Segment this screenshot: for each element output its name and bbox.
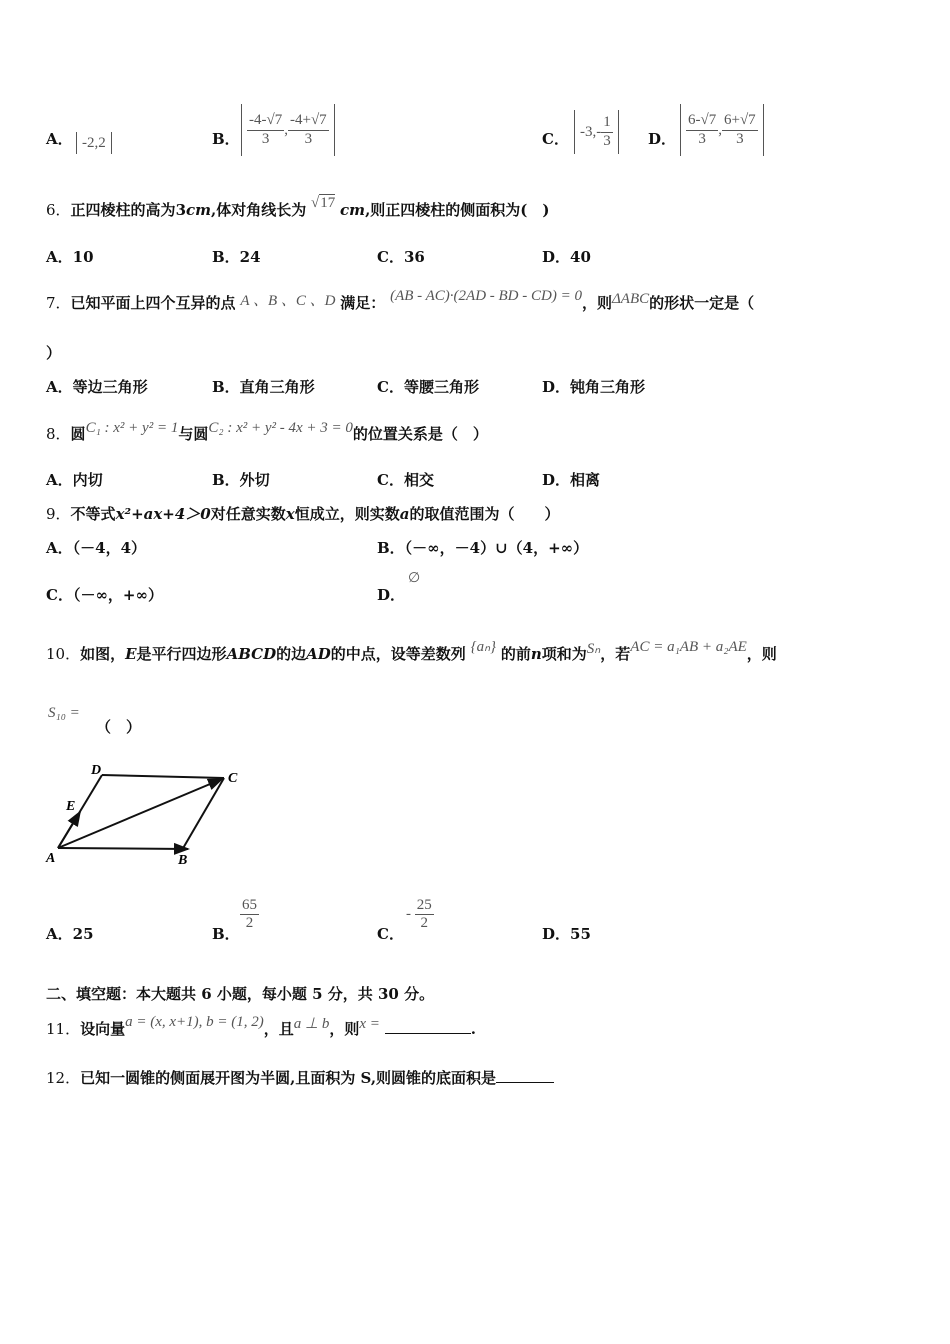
q7-option-a: A．等边三角形 bbox=[46, 378, 148, 396]
q8-option-c: C．相交 bbox=[377, 471, 434, 489]
q10-option-b-value: $\frac{65}{2}$ bbox=[242, 897, 257, 932]
q8-option-a: A．内切 bbox=[46, 471, 103, 489]
q5-option-b-label: B． bbox=[212, 130, 240, 148]
question-12-stem: 12．已知一圆锥的侧面展开图为半圆,且面积为 S,则圆锥的底面积是 bbox=[46, 1067, 554, 1088]
q6-option-c: C．36 bbox=[377, 248, 425, 266]
q10-option-b-label: B． bbox=[212, 925, 240, 943]
q6-option-d: D．40 bbox=[542, 248, 591, 266]
q9-option-c: C．（－∞，+∞） bbox=[46, 586, 163, 604]
q8-option-d: D．相离 bbox=[542, 471, 601, 489]
vector-ab bbox=[58, 848, 188, 849]
q5-option-b-value: $\frac{-4-√7}{3}$ , $\frac{-4+√7}{3}$ bbox=[241, 104, 335, 156]
question-8-stem: 8．圆C₁ : x² + y² = 1与圆C₂ : x² + y² - 4x + 3 = 0的位置关系是（ ） bbox=[46, 420, 488, 443]
q9-option-d-label: D． bbox=[377, 586, 406, 604]
label-e: E bbox=[66, 799, 76, 814]
q6-option-a: A．10 bbox=[46, 248, 94, 266]
label-d: D bbox=[91, 763, 102, 778]
section-2-heading: 二、填空题：本大题共 6 小题，每小题 5 分，共 30 分。 bbox=[46, 985, 435, 1003]
edge-dc bbox=[102, 775, 224, 778]
q7-option-c: C．等腰三角形 bbox=[377, 378, 479, 396]
question-7-stem-end: ） bbox=[46, 344, 62, 362]
q10-option-d: D．55 bbox=[542, 925, 591, 943]
q9-option-b: B．（－∞，－4）∪（4，+∞） bbox=[377, 539, 589, 557]
q5-option-d-value: $\frac{6-√7}{3}$ , $\frac{6+√7}{3}$ bbox=[680, 104, 764, 156]
q10-option-a: A．25 bbox=[46, 925, 94, 943]
q5-option-c-label: C． bbox=[542, 130, 569, 148]
q10-option-c-value: - $\frac{25}{2}$ bbox=[406, 897, 432, 932]
q10-s10: S₁₀ = bbox=[48, 705, 80, 721]
label-c: C bbox=[228, 771, 238, 786]
q12-answer-blank[interactable] bbox=[496, 1082, 554, 1083]
q5-option-d-label: D． bbox=[648, 130, 677, 148]
q7-option-d: D．钝角三角形 bbox=[542, 378, 646, 396]
label-a: A bbox=[46, 851, 56, 866]
q11-answer-blank[interactable] bbox=[385, 1033, 471, 1034]
q5-option-a-value: -2,2 bbox=[76, 132, 112, 154]
edge-cb bbox=[182, 778, 224, 850]
q9-option-d-value: ∅ bbox=[408, 571, 421, 586]
q9-option-a: A．（－4，4） bbox=[46, 539, 147, 557]
question-11-stem: 11．设向量a = (x, x+1), b = (1, 2)，且a ⊥ b，则x = . bbox=[46, 1014, 476, 1038]
vector-ac bbox=[58, 779, 222, 848]
q8-option-b: B．外切 bbox=[212, 471, 270, 489]
q10-paren: （ ） bbox=[96, 718, 142, 736]
q5-option-c-value: -3,- $\frac{1}{3}$ bbox=[574, 110, 619, 154]
q6-option-b: B．24 bbox=[212, 248, 261, 266]
question-7-stem: 7．已知平面上四个互异的点 A 、B 、C 、D 满足： (AB - AC)·(2AD - BD - CD) = 0，则ΔABC的形状一定是（ bbox=[46, 288, 755, 312]
question-9-stem: 9．不等式x²+ax+4＞0对任意实数x恒成立，则实数a的取值范围为（ ） bbox=[46, 505, 560, 523]
q7-option-b: B．直角三角形 bbox=[212, 378, 315, 396]
question-10-stem: 10．如图，E是平行四边形ABCD的边AD的中点，设等差数列 {aₙ} 的前n项和为Sₙ，若AC = a₁AB + a₂AE，则 bbox=[46, 639, 777, 663]
q5-option-a-label: A． bbox=[46, 130, 73, 148]
label-b: B bbox=[178, 853, 188, 868]
parallelogram-figure bbox=[44, 760, 250, 872]
question-6-stem: 6．正四棱柱的高为3cm,体对角线长为 √17 cm,则正四棱柱的侧面积为( ) bbox=[46, 195, 550, 219]
q10-option-c-label: C． bbox=[377, 925, 404, 943]
